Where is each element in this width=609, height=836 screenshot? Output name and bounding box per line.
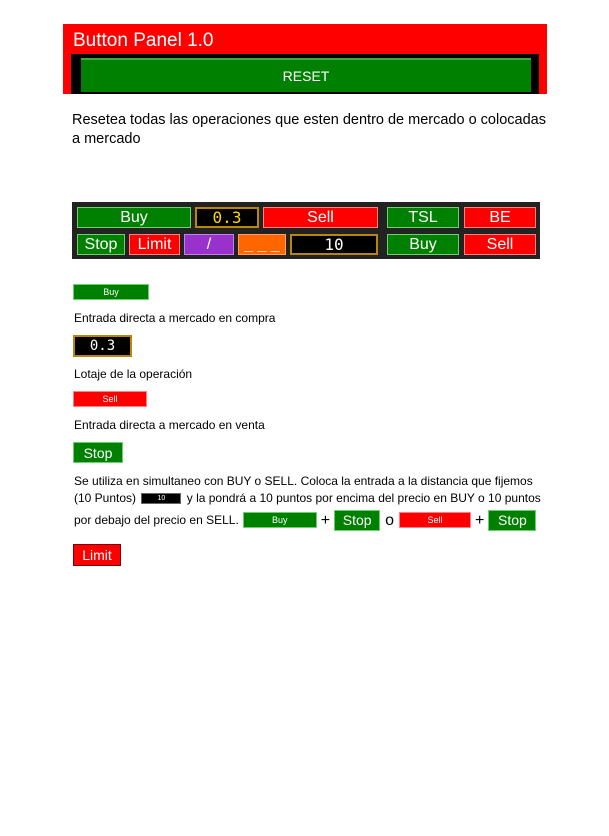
stop-desc-2a: (10 Puntos) (74, 491, 137, 505)
or-text: o (385, 511, 395, 529)
legend-buy-button: Buy (73, 284, 149, 300)
stop-desc-2b: y la pondrá a 10 puntos por encima del precio en BUY o 10 puntos (186, 491, 541, 505)
inline-stop-button-2: Stop (488, 510, 536, 531)
inline-stop-button: Stop (334, 510, 380, 531)
legend-sell-button: Sell (73, 391, 147, 407)
inline-sell-button: Sell (399, 512, 471, 528)
panel-title: Button Panel 1.0 (73, 30, 214, 51)
points-input[interactable]: 10 (290, 234, 378, 255)
buy-button[interactable]: Buy (77, 207, 191, 228)
legend-stop-button: Stop (73, 442, 123, 463)
plus-sign: + (320, 511, 331, 529)
sell-button[interactable]: Sell (263, 207, 378, 228)
lot-input[interactable]: 0.3 (195, 207, 259, 228)
legend-stop-desc-2 (74, 491, 541, 506)
legend-stop-desc-1: Se utiliza en simultaneo con BUY o SELL. Coloca la entrada a la distancia que fijemos (74, 474, 533, 488)
trade-panel (72, 202, 540, 259)
slash-button[interactable]: / (184, 234, 234, 255)
reset-description: Resetea todas las operaciones que esten dentro de mercado o colocadas a mercado (72, 112, 546, 147)
sell-button-2[interactable]: Sell (464, 234, 536, 255)
legend-lot-field: 0.3 (73, 335, 132, 357)
legend-stop-desc-3 (74, 509, 536, 531)
be-button[interactable]: BE (464, 207, 536, 228)
tsl-button[interactable]: TSL (387, 207, 459, 228)
reset-button[interactable]: RESET (81, 58, 531, 92)
plus-sign-2: + (475, 511, 485, 529)
limit-button[interactable]: Limit (129, 234, 180, 255)
dash-field[interactable]: _ _ _ (238, 234, 286, 255)
legend-limit-button: Limit (73, 544, 121, 566)
legend-buy-desc: Entrada directa a mercado en compra (74, 311, 276, 325)
inline-points-field: 10 (141, 493, 181, 504)
inline-buy-button: Buy (243, 512, 317, 528)
stop-desc-3: por debajo del precio en SELL. (74, 512, 239, 527)
legend-sell-desc: Entrada directa a mercado en venta (74, 418, 265, 432)
buy-button-2[interactable]: Buy (387, 234, 459, 255)
legend-lot-desc: Lotaje de la operación (74, 367, 193, 381)
stop-button[interactable]: Stop (77, 234, 125, 255)
